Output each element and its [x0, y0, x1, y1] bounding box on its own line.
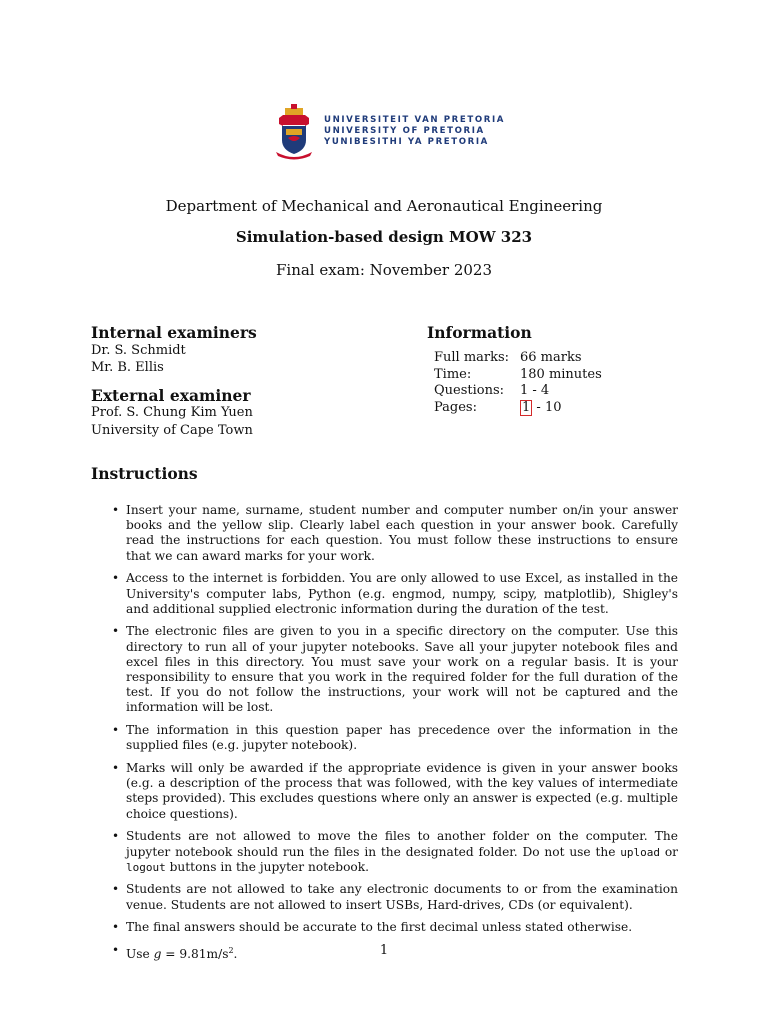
info-value [520, 400, 602, 417]
info-label: Time: [434, 366, 472, 382]
info-value: 66 marks [520, 350, 582, 365]
university-name-english: UNIVERSITY OF PRETORIA [324, 125, 485, 136]
internal-examiner-1: Dr. S. Schmidt [91, 343, 186, 358]
information-heading: Information [427, 323, 532, 342]
info-label: Pages: [434, 399, 477, 415]
logout-code: logout [126, 860, 166, 874]
gravity-suffix: . [233, 947, 238, 962]
pages-range-end: - 10 [532, 399, 562, 415]
university-crest-icon [274, 102, 314, 160]
info-label: Questions: [434, 383, 505, 398]
external-examiner-name: Prof. S. Chung Kim Yuen [91, 405, 253, 420]
info-row-pages [434, 400, 602, 417]
gravity-value: = 9.81m/s [161, 947, 229, 962]
info-value: 1 - 4 [520, 383, 550, 398]
university-logo [274, 100, 505, 162]
info-row-full-marks [434, 350, 602, 367]
instruction-item: • Insert your name, surname, student number and computer number on/in your answer books and the yellow slip. Clearly label each question in your answer book. Carefully read the instructions for each question. You must follow these instructions to ensure that we can award marks for your work. [108, 503, 678, 564]
instruction-item: • The final answers should be accurate to the first decimal unless stated otherwise. [108, 920, 678, 935]
gravity-symbol: g [153, 947, 162, 962]
upload-code: upload [620, 845, 660, 859]
information-table [434, 350, 602, 416]
instruction-text: Students are not allowed to move the files to another folder on the computer. The jupyter notebook should run the files in the designated folder. Do not use the [126, 829, 678, 859]
page-link-box[interactable]: 1 [522, 399, 531, 415]
gravity-prefix: Use [126, 947, 154, 962]
instruction-item: • Access to the internet is forbidden. You are only allowed to use Excel, as installed in the University's computer labs, Python (e.g. engmod, numpy, scipy, matplotlib), Shigley's and additional supplied electronic information during the duration of the test. [108, 571, 678, 617]
external-examiner-institution: University of Cape Town [91, 423, 253, 438]
info-row-questions [434, 383, 602, 400]
university-name-block [324, 115, 505, 148]
external-examiner-heading: External examiner [91, 386, 251, 405]
instruction-text: buttons in the jupyter notebook. [165, 859, 369, 874]
university-name-afrikaans: UNIVERSITEIT VAN PRETORIA [324, 114, 505, 125]
info-value: 180 minutes [520, 366, 602, 382]
department-title: Department of Mechanical and Aeronautical Engineering [165, 197, 603, 215]
internal-examiners-heading: Internal examiners [91, 323, 257, 342]
instruction-text: or [660, 844, 678, 859]
university-name-sepedi: YUNIBESITHI YA PRETORIA [324, 136, 489, 147]
instruction-item: • The electronic files are given to you in a specific directory on the computer. Use this directory to run all of your jupyter notebooks. Save all your jupyter notebook files and excel files in this directory. You must save your work on a regular basis. It is your responsibility to ensure that you work in the required folder for the full duration of the test. If you do not follow the instructions, your work will not be captured and the information will be lost. [108, 624, 678, 715]
instructions-heading: Instructions [91, 464, 198, 483]
exam-title: Final exam: November 2023 [275, 261, 493, 279]
instruction-item: • The information in this question paper has precedence over the information in the supplied files (e.g. jupyter notebook). [108, 723, 678, 753]
course-title: Simulation-based design MOW 323 [235, 228, 533, 246]
page-number: 1 [379, 943, 389, 958]
info-label: Full marks: [434, 350, 510, 365]
instruction-item: • Marks will only be awarded if the appropriate evidence is given in your answer books (e.g. a description of the process that was followed, with the key values of intermediate steps provided). This excludes questions where only an answer is expected (e.g. multiple choice questions). [108, 761, 678, 822]
info-row-time [434, 367, 602, 384]
internal-examiner-2: Mr. B. Ellis [91, 360, 164, 375]
instructions-list [108, 503, 678, 970]
instruction-item: • Students are not allowed to take any electronic documents to or from the examination venue. Students are not allowed to insert USBs, Hard-drives, CDs (or equivalent). [108, 882, 678, 912]
gravity-exponent: 2 [228, 946, 234, 956]
instruction-item [108, 829, 678, 875]
